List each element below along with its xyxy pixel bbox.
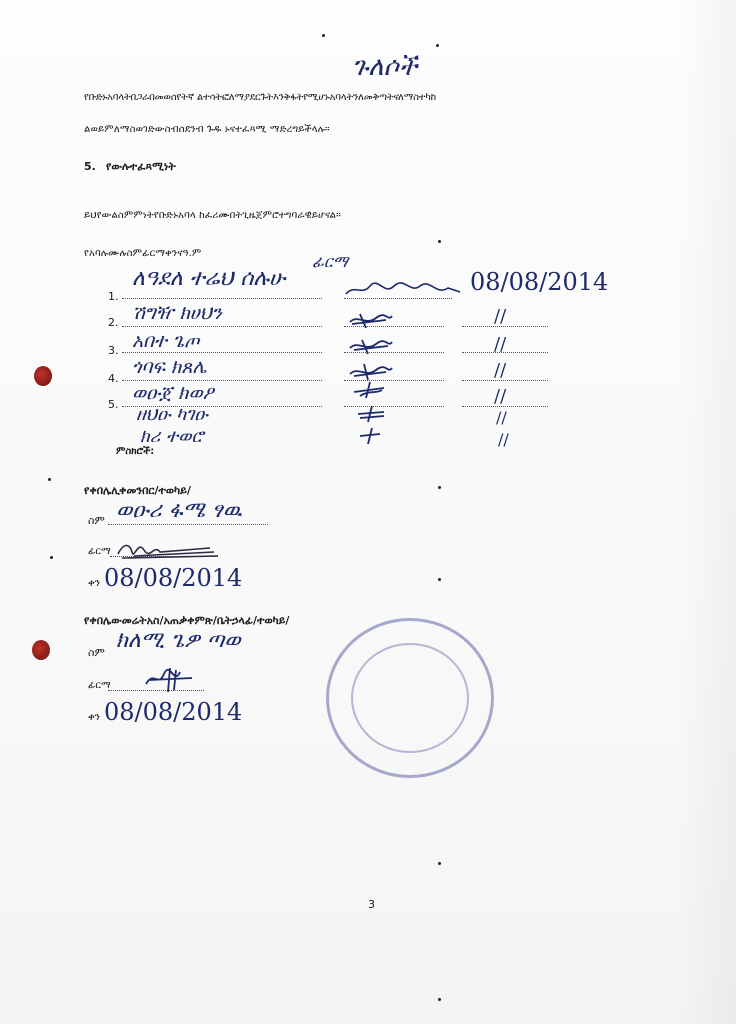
speck bbox=[48, 478, 51, 481]
office-name-handwritten: ክለሚ ጌዎ ጣወ bbox=[116, 628, 241, 653]
member-number: 5. bbox=[108, 398, 119, 411]
ditto-mark: // bbox=[498, 430, 509, 449]
ditto-mark: // bbox=[494, 334, 507, 355]
stamp-inner-ring bbox=[351, 643, 469, 753]
ditto-mark: // bbox=[494, 386, 507, 407]
member-name-handwritten: ክሪ ተወሮ bbox=[140, 426, 204, 447]
receiver-signature-label: ፊርማ bbox=[88, 546, 111, 557]
section-body: ይህየውልስምምነትየቡድኑአባላ ከፈሪሙበትጊዜጀምሮተግባራዊይሆናል። bbox=[84, 210, 341, 221]
receiver-date-label: ቀን bbox=[88, 578, 100, 589]
speck bbox=[438, 862, 441, 865]
official-stamp bbox=[326, 618, 494, 778]
speck bbox=[322, 34, 325, 37]
receiver-signature bbox=[114, 536, 224, 562]
page-edge-shadow bbox=[676, 0, 736, 1024]
speck bbox=[50, 556, 53, 559]
member-name-handwritten: ዘህዑ ካገዑ bbox=[136, 404, 208, 425]
member-signature-5 bbox=[350, 380, 390, 400]
ditto-mark: // bbox=[494, 360, 507, 381]
member-signature-1 bbox=[344, 276, 464, 302]
paragraph-line-2: ልወይምለማስወገድውስብሰደንብ ጉዱ ኑናተፈጻሚ ማድረግይችላሉ። bbox=[84, 124, 330, 135]
member-signature-6 bbox=[354, 404, 390, 424]
name-line bbox=[122, 298, 322, 299]
page-number: 3 bbox=[368, 898, 375, 911]
member-date-handwritten: 08/08/2014 bbox=[470, 268, 609, 296]
punch-hole-top bbox=[34, 366, 52, 386]
member-signature-2 bbox=[346, 310, 396, 330]
witnesses-label: ምስክሮች: bbox=[116, 446, 155, 457]
name-line bbox=[122, 380, 322, 381]
member-name-handwritten: ጎባፍ ክጸሌ bbox=[132, 356, 207, 378]
name-line bbox=[122, 326, 322, 327]
member-name-handwritten: አበተ ጌጦ bbox=[132, 330, 200, 352]
name-line bbox=[122, 352, 322, 353]
ditto-mark: // bbox=[496, 408, 507, 427]
member-number: 1. bbox=[108, 290, 119, 303]
speck bbox=[438, 998, 441, 1001]
paragraph-line-1: የቡድኑአባላትበጋራበመወሰየትኛ ልተሳትፎለማያደርጉትእንቅፋትየሚሆኑአባላትንለመቅጣትናለማስተካከ bbox=[84, 92, 436, 103]
speck bbox=[436, 44, 439, 47]
signature-header-handwritten: ፊርማ bbox=[312, 252, 349, 271]
ditto-mark: // bbox=[494, 306, 507, 327]
member-signature-4 bbox=[346, 362, 396, 382]
punch-hole-bottom bbox=[32, 640, 50, 660]
section-number: 5. bbox=[84, 160, 96, 173]
office-signature-label: ፊርማ bbox=[88, 680, 111, 691]
member-signature-7 bbox=[356, 426, 386, 446]
receiver-name-handwritten: ወዑሪ ፋሜ ፃዉ bbox=[116, 498, 242, 523]
members-label: የአባሉሙሉስምፊርማቀንናዓ.ም bbox=[84, 248, 202, 259]
member-name-handwritten: ለዓደለ ተሬህ ሰሉሁ bbox=[132, 266, 286, 291]
office-date-label: ቀን bbox=[88, 712, 100, 723]
member-signature-3 bbox=[346, 336, 396, 356]
member-number: 4. bbox=[108, 372, 119, 385]
receiver-date: 08/08/2014 bbox=[104, 564, 243, 592]
handwritten-heading: ጉለሶች bbox=[352, 52, 418, 82]
member-number: 2. bbox=[108, 316, 119, 329]
speck bbox=[438, 240, 441, 243]
receiver-name-label: ስም bbox=[88, 514, 105, 527]
office-name-label: ስም bbox=[88, 646, 105, 659]
receiver-name-line bbox=[108, 524, 268, 525]
speck bbox=[438, 486, 441, 489]
member-name-handwritten: ሽግዥ ክሀህን bbox=[132, 302, 222, 324]
receiver-section-title: የቀበሌሊቀመንበር/ተወካይ/ bbox=[84, 484, 191, 497]
office-section-title: የቀበሌውመሬትአስ/አጠቃቀምጽ/ቤትኃላፊ/ተወካይ/ bbox=[84, 614, 290, 627]
member-number: 3. bbox=[108, 344, 119, 357]
office-date: 08/08/2014 bbox=[104, 698, 243, 726]
member-name-handwritten: ወዑጀ ክወዖ bbox=[132, 382, 214, 404]
office-signature bbox=[140, 664, 200, 694]
section-title: የውሉተፈጻሚነት bbox=[106, 160, 176, 173]
speck bbox=[438, 578, 441, 581]
